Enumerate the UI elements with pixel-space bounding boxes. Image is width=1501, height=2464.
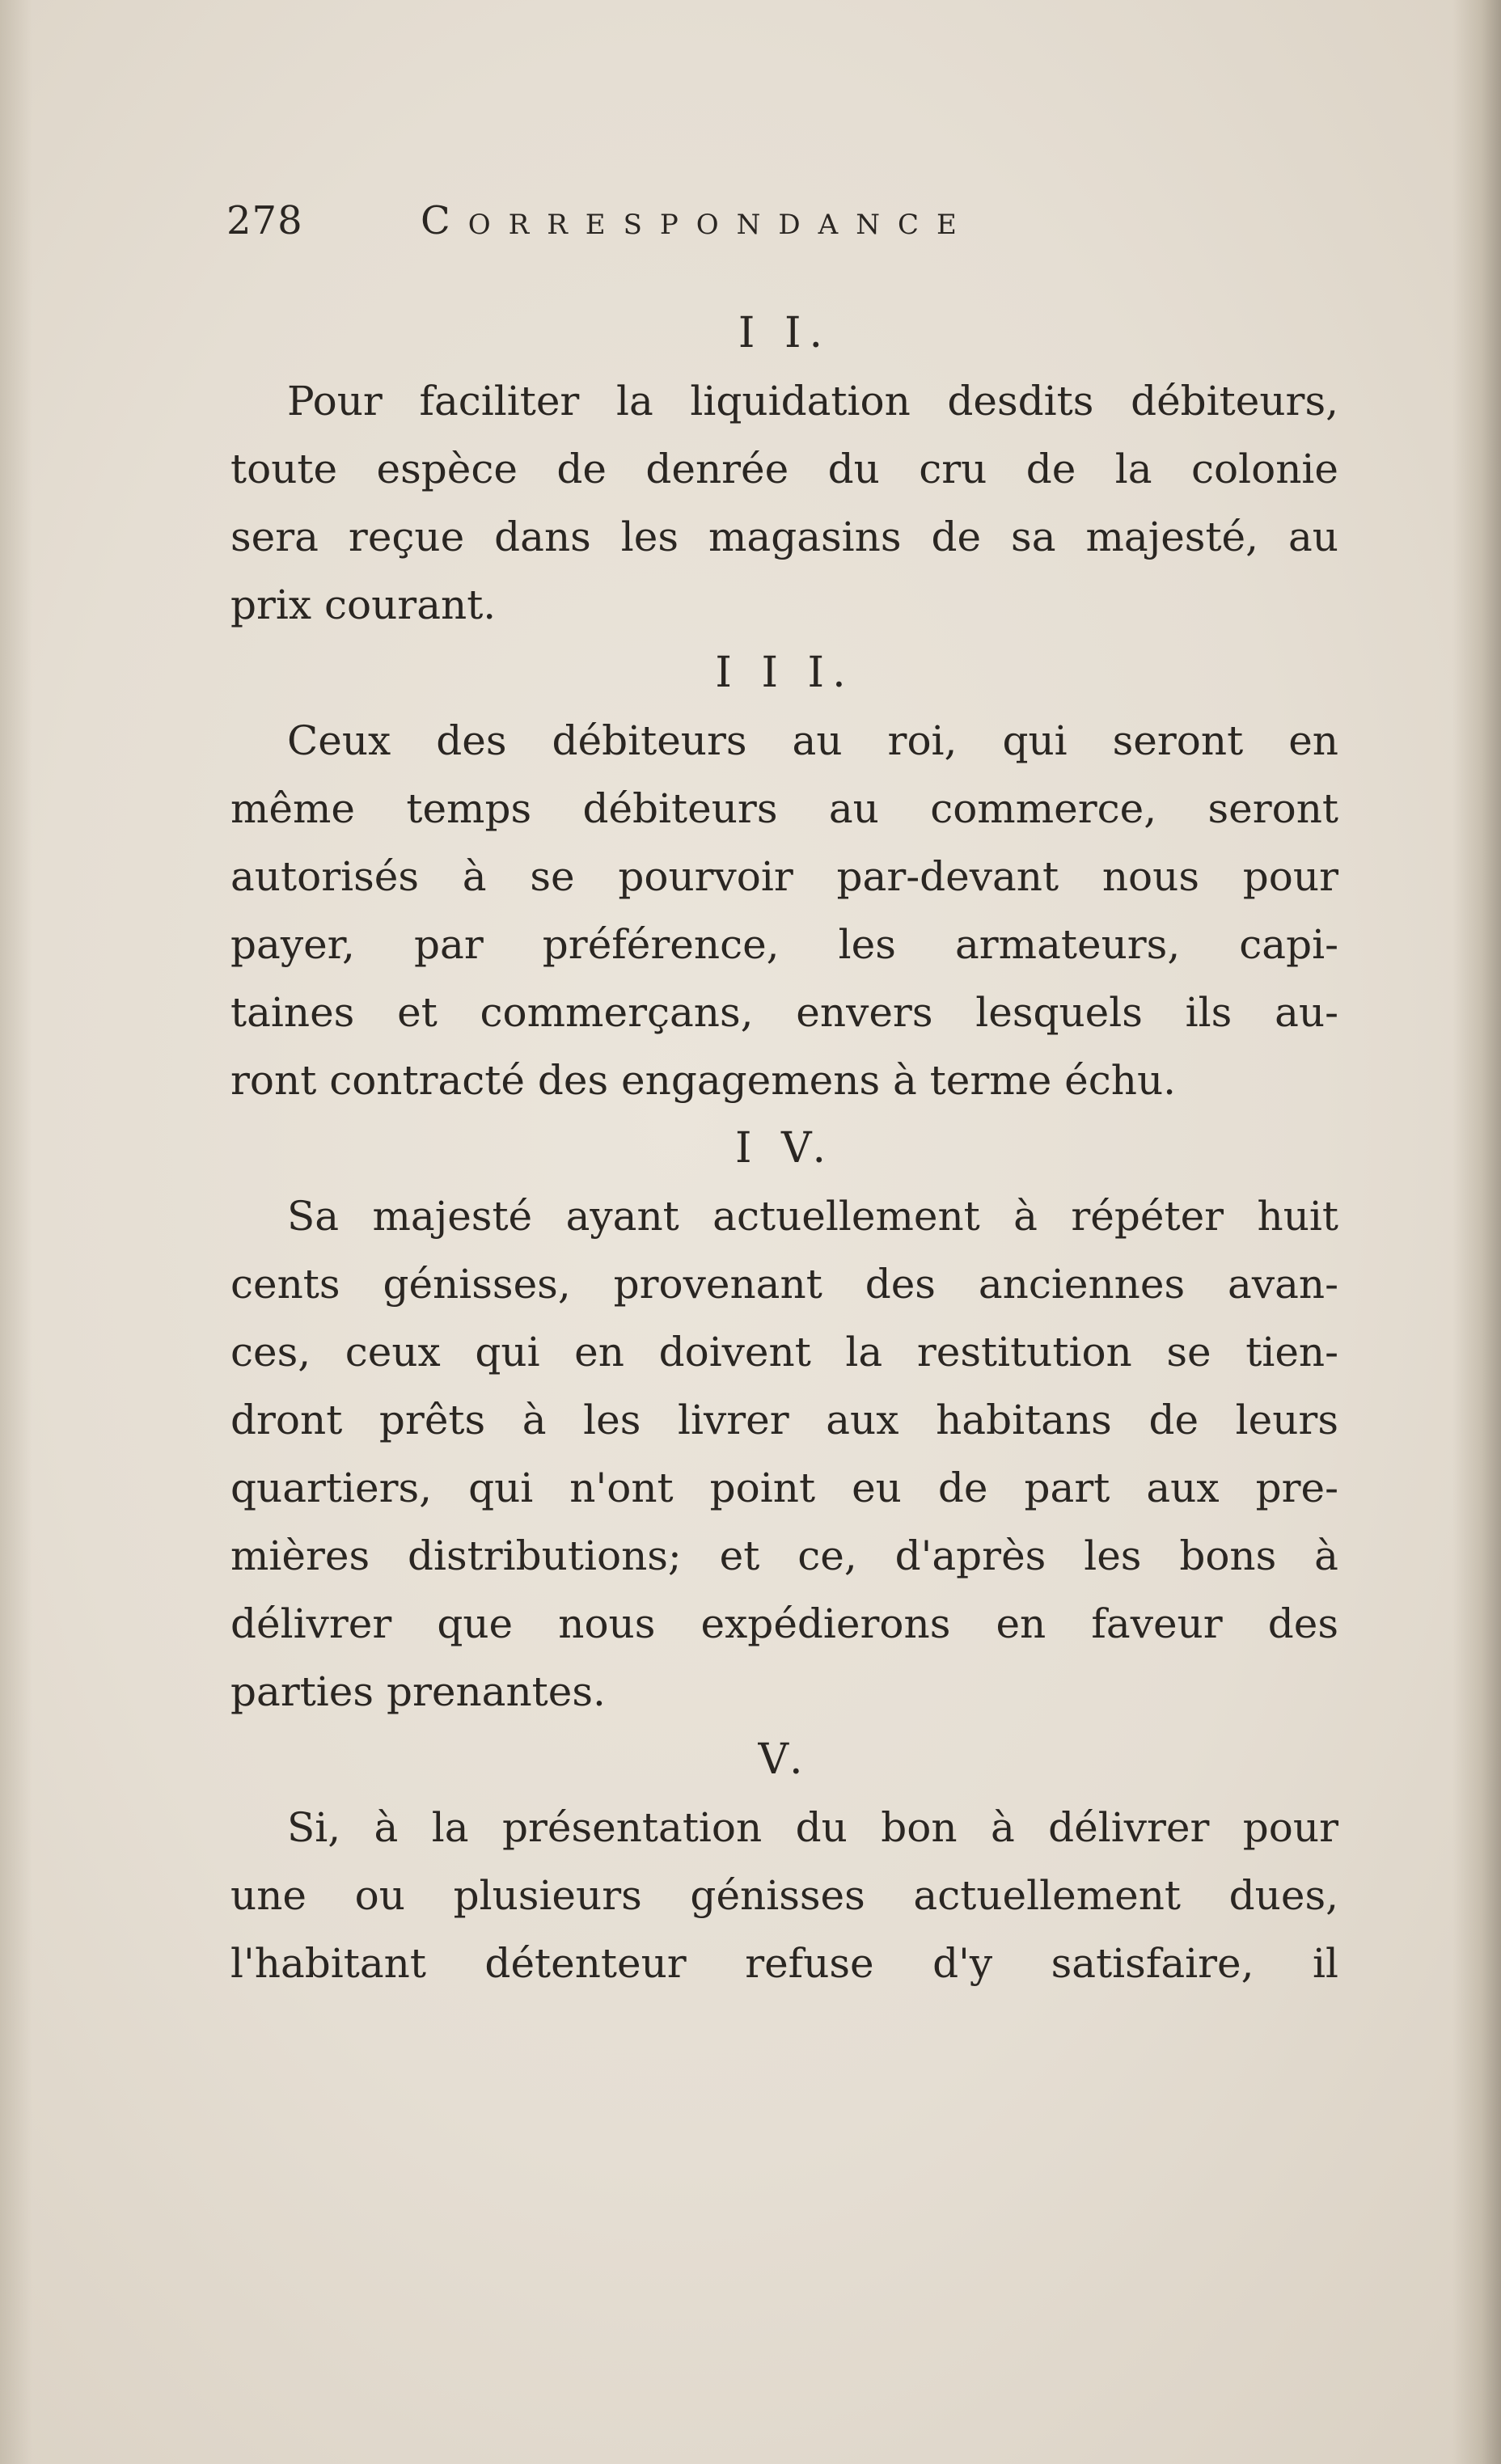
text-line: ces, ceux qui en doivent la restitution se tien- [230, 1329, 1338, 1376]
text-line: l'habitant détenteur refuse d'y satisfaire, il [230, 1940, 1338, 1987]
text-line: une ou plusieurs génisses actuellement dues, [230, 1872, 1338, 1919]
page-left-edge-shadow [0, 0, 32, 2464]
article-3-text [230, 707, 1338, 1114]
page-number: 278 [226, 198, 303, 243]
article-number-2: I I. [738, 309, 831, 357]
text-line: délivrer que nous expédierons en faveur des [230, 1600, 1338, 1647]
text-line: Ceux des débiteurs au roi, qui seront en [287, 717, 1338, 764]
page-right-edge-shadow [1452, 0, 1501, 2464]
text-line: mières distributions; et ce, d'après les bons à [230, 1532, 1338, 1579]
article-number-4: I V. [734, 1124, 835, 1173]
text-line: Sa majesté ayant actuellement à répéter huit [287, 1193, 1338, 1240]
text-line: sera reçue dans les magasins de sa majesté, au [230, 514, 1338, 560]
text-line: ront contracté des engagemens à terme échu. [230, 1057, 1177, 1104]
text-line: parties prenantes. [230, 1668, 606, 1715]
text-line: Si, à la présentation du bon à délivrer pour [287, 1804, 1338, 1851]
text-line: taines et commerçans, envers lesquels ils au- [230, 989, 1338, 1036]
article-number-5: V. [758, 1735, 811, 1784]
text-line: toute espèce de denrée du cru de la colonie [230, 446, 1338, 492]
text-line: quartiers, qui n'ont point eu de part aux pre- [230, 1464, 1338, 1511]
article-4-text [230, 1182, 1338, 1726]
text-line: cents génisses, provenant des anciennes avan- [230, 1261, 1338, 1308]
text-line: prix courant. [230, 581, 497, 628]
article-2-text [230, 367, 1338, 639]
article-number-3: I I I. [715, 649, 854, 697]
text-line: autorisés à se pourvoir par-devant nous pour [230, 853, 1338, 900]
article-5-text [230, 1794, 1338, 1997]
text-line: dront prêts à les livrer aux habitans de leurs [230, 1397, 1338, 1443]
page-body [230, 299, 1338, 1997]
page-header [226, 198, 1278, 263]
text-line: payer, par préférence, les armateurs, capi- [230, 921, 1338, 968]
running-title: Correspondance [421, 198, 975, 243]
text-line: même temps débiteurs au commerce, seront [230, 785, 1338, 832]
text-line: Pour faciliter la liquidation desdits débiteurs, [287, 378, 1338, 425]
